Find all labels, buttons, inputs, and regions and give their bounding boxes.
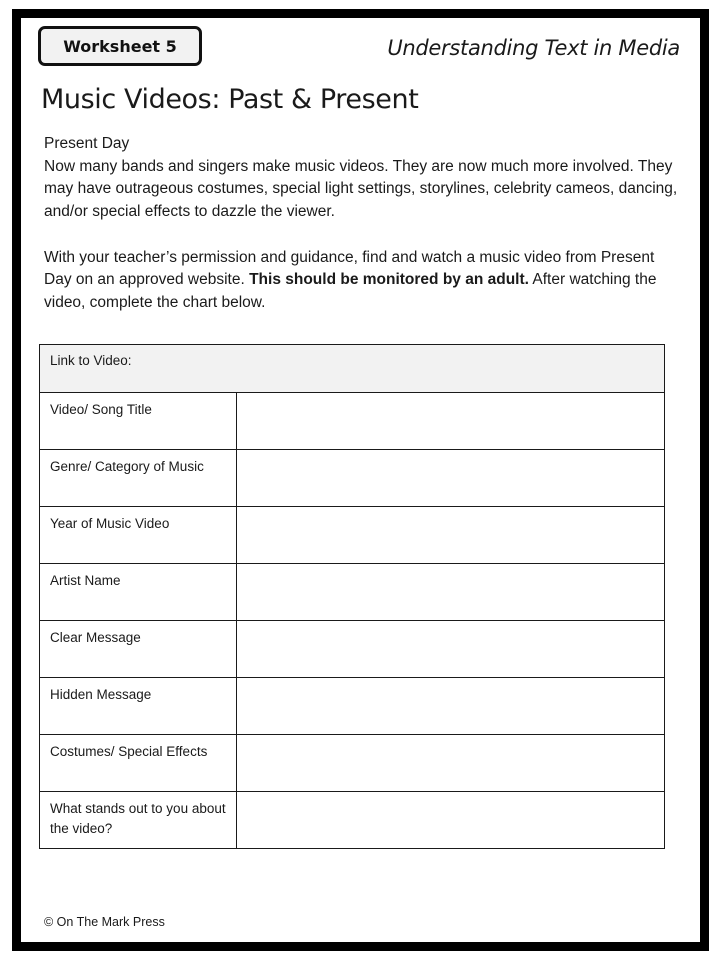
table-row — [40, 564, 665, 621]
row-label: Costumes/ Special Effects — [40, 735, 237, 792]
answer-cell-costumes-effects[interactable] — [237, 735, 665, 792]
intro-section — [44, 133, 684, 315]
intro-paragraph-1: Now many bands and singers make music videos. They are now much more involved. They may have outrageous costumes, special light settings, storylines, celebrity cameos, dancing, and/or special effects to dazzle the viewer. — [44, 157, 678, 221]
answer-cell-hidden-message[interactable] — [237, 678, 665, 735]
copyright-footer: © On The Mark Press — [44, 915, 165, 929]
instruction-text: With your teacher’s permission and guidance, find and watch a music video from Present Day on an approved website. — [44, 248, 655, 289]
table-row — [40, 792, 665, 849]
section-subheading: Present Day — [44, 135, 130, 152]
row-label: Year of Music Video — [40, 507, 237, 564]
link-to-video-label: Link to Video: — [50, 353, 132, 368]
row-label: Clear Message — [40, 621, 237, 678]
table-row — [40, 507, 665, 564]
answer-cell-clear-message[interactable] — [237, 621, 665, 678]
intro-paragraph-2 — [44, 247, 684, 315]
table-row — [40, 678, 665, 735]
answer-cell-video-song-title[interactable] — [237, 393, 665, 450]
row-label: Genre/ Category of Music — [40, 450, 237, 507]
table-header-row — [40, 345, 665, 393]
answer-cell-what-stands-out[interactable] — [237, 792, 665, 849]
supervision-notice: This should be monitored by an adult. — [249, 271, 529, 289]
music-video-chart — [39, 344, 665, 849]
row-label: What stands out to you about the video? — [40, 792, 237, 849]
table-row — [40, 735, 665, 792]
answer-cell-genre[interactable] — [237, 450, 665, 507]
answer-cell-artist-name[interactable] — [237, 564, 665, 621]
row-label: Artist Name — [40, 564, 237, 621]
table-row — [40, 393, 665, 450]
row-label: Video/ Song Title — [40, 393, 237, 450]
link-to-video-cell[interactable] — [40, 345, 665, 393]
worksheet-badge — [38, 26, 202, 66]
table-row — [40, 621, 665, 678]
table-row — [40, 450, 665, 507]
series-title: Understanding Text in Media — [387, 36, 680, 60]
worksheet-badge-label: Worksheet 5 — [63, 36, 177, 56]
instruction-text-end: After watching the video, complete the chart below. — [44, 271, 657, 311]
answer-cell-year[interactable] — [237, 507, 665, 564]
row-label: Hidden Message — [40, 678, 237, 735]
page-title: Music Videos: Past & Present — [41, 84, 419, 115]
paragraph-spacer — [44, 224, 684, 247]
